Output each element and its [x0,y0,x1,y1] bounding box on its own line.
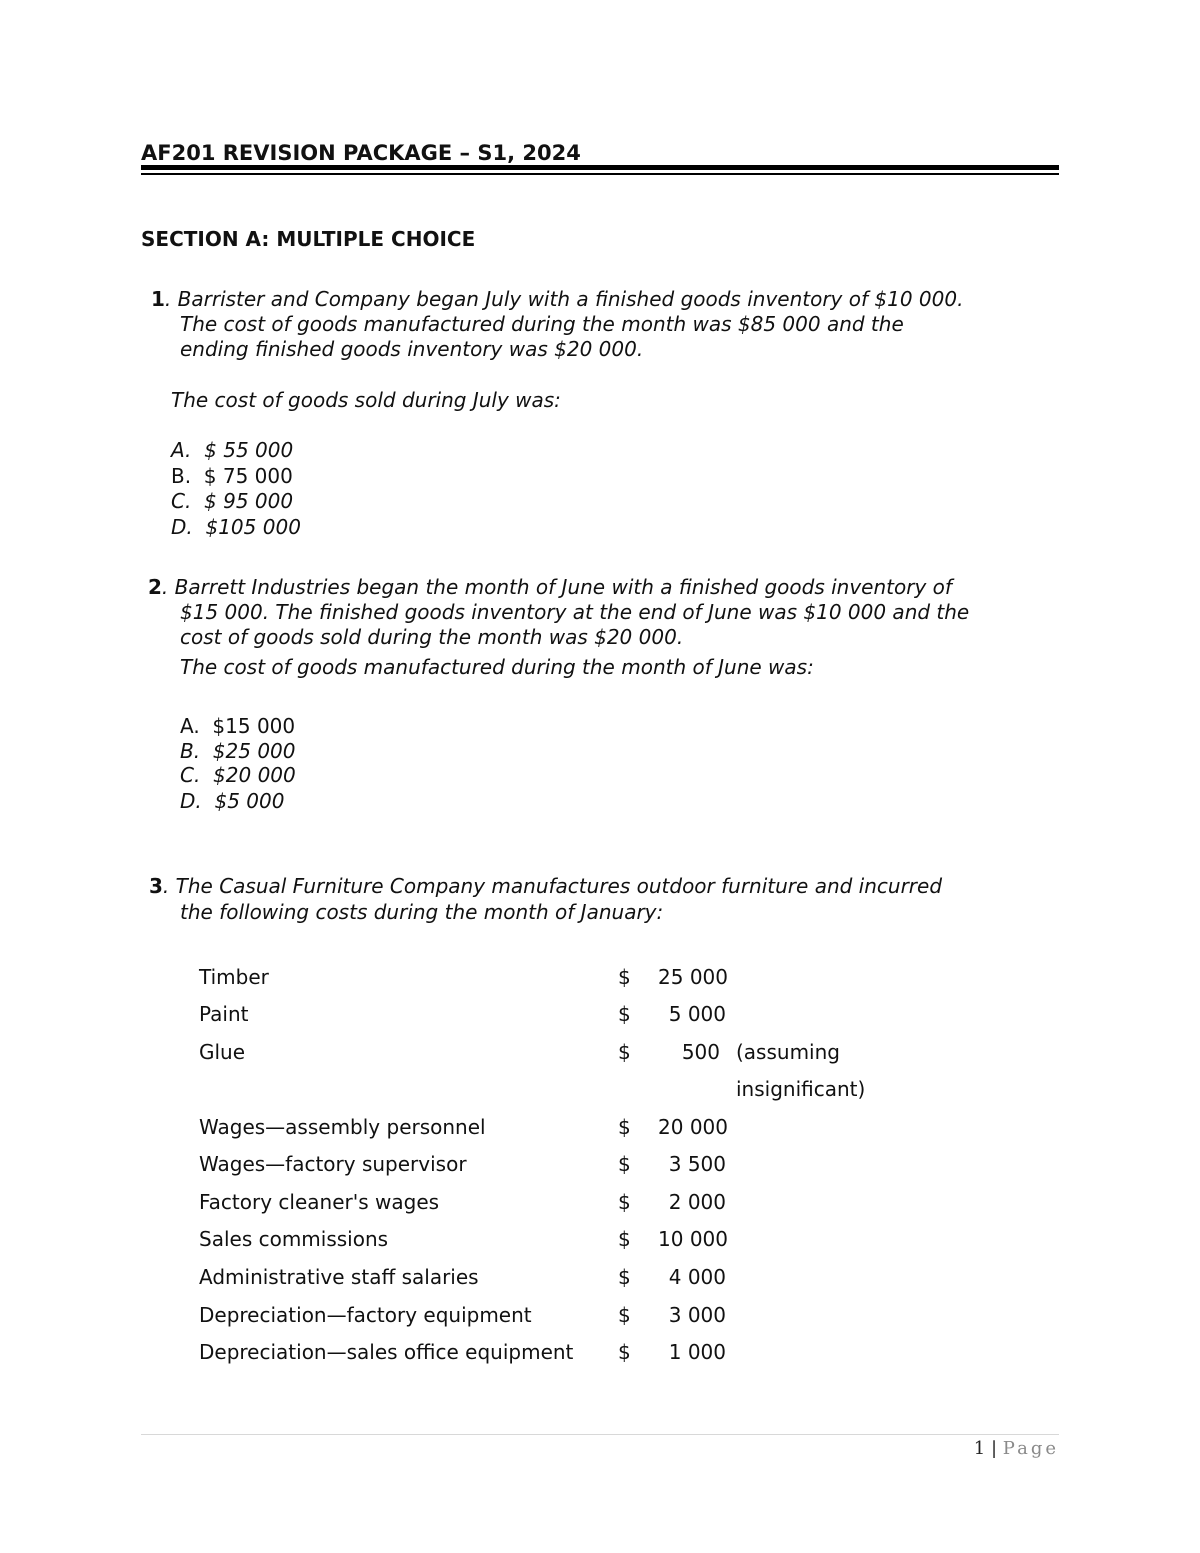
cost-currency: $ [618,1002,631,1026]
cost-currency: $ [618,1190,631,1214]
cost-currency: $ [618,1115,631,1139]
document-title: AF201 REVISION PACKAGE – S1, 2024 [141,141,581,165]
cost-amount: 25 000 [658,965,728,989]
q1-option-c[interactable]: C. $ 95 000 [171,489,294,513]
q1-option-b[interactable]: B. $ 75 000 [171,464,293,488]
cost-item: Timber [199,965,269,989]
cost-note: (assuming [736,1040,840,1064]
cost-amount: 5 000 [668,1002,726,1026]
cost-item: Paint [199,1002,249,1026]
cost-amount: 10 000 [658,1227,728,1251]
question-2-line-3: cost of goods sold during the month was $20 000. [180,625,684,649]
question-2-number: 2 [148,575,162,599]
cost-currency: $ [618,965,631,989]
question-3-line-1: 3. The Casual Furniture Company manufactures outdoor furniture and incurred [149,874,943,898]
cost-amount: 500 [681,1040,720,1064]
q2-option-c[interactable]: C. $20 000 [180,763,296,787]
q1-option-d[interactable]: D. $105 000 [171,515,301,539]
question-2-line-2: $15 000. The finished goods inventory at the end of June was $10 000 and the [180,600,970,624]
cost-currency: $ [618,1152,631,1176]
q2-option-a[interactable]: A. $15 000 [180,714,296,738]
header-rule-thin [141,173,1059,175]
cost-currency: $ [618,1227,631,1251]
cost-item: Depreciation—sales office equipment [199,1340,574,1364]
cost-item: Factory cleaner's wages [199,1190,440,1214]
page-number: 1 [973,1438,986,1459]
footer-separator: | [990,1438,998,1459]
cost-item: Wages—factory supervisor [199,1152,467,1176]
cost-currency: $ [618,1265,631,1289]
cost-amount: 2 000 [668,1190,726,1214]
question-1-prompt: The cost of goods sold during July was: [171,388,561,412]
question-1-line-1: 1. Barrister and Company began July with a finished goods inventory of $10 000. [151,287,964,311]
cost-item: Administrative staff salaries [199,1265,479,1289]
page-footer [974,1438,1059,1459]
cost-item: Glue [199,1040,246,1064]
cost-item: Wages—assembly personnel [199,1115,486,1139]
cost-note-continued: insignificant) [736,1077,866,1101]
question-1-line-2: The cost of goods manufactured during the month was $85 000 and the [180,312,904,336]
cost-amount: 4 000 [668,1265,726,1289]
cost-item: Depreciation—factory equipment [199,1303,532,1327]
cost-currency: $ [618,1303,631,1327]
question-2-prompt: The cost of goods manufactured during the month of June was: [180,655,814,679]
q2-option-b[interactable]: B. $25 000 [180,739,296,763]
page-word: Page [1002,1438,1059,1459]
question-1-number: 1 [151,287,165,311]
question-3-number: 3 [149,874,163,898]
question-3-line-2: the following costs during the month of January: [180,900,664,924]
cost-amount: 3 000 [668,1303,726,1327]
cost-item: Sales commissions [199,1227,389,1251]
section-title: SECTION A: MULTIPLE CHOICE [141,227,476,251]
cost-currency: $ [618,1340,631,1364]
q2-option-d[interactable]: D. $5 000 [180,789,285,813]
cost-amount: 3 500 [668,1152,726,1176]
q1-option-a[interactable]: A. $ 55 000 [171,438,294,462]
cost-amount: 1 000 [668,1340,726,1364]
question-1-line-3: ending finished goods inventory was $20 000. [180,337,644,361]
question-2-line-1: 2. Barrett Industries began the month of June with a finished goods inventory of [148,575,952,599]
cost-currency: $ [618,1040,631,1064]
cost-amount: 20 000 [658,1115,728,1139]
header-rule-thick [141,165,1059,170]
footer-rule [141,1434,1059,1435]
